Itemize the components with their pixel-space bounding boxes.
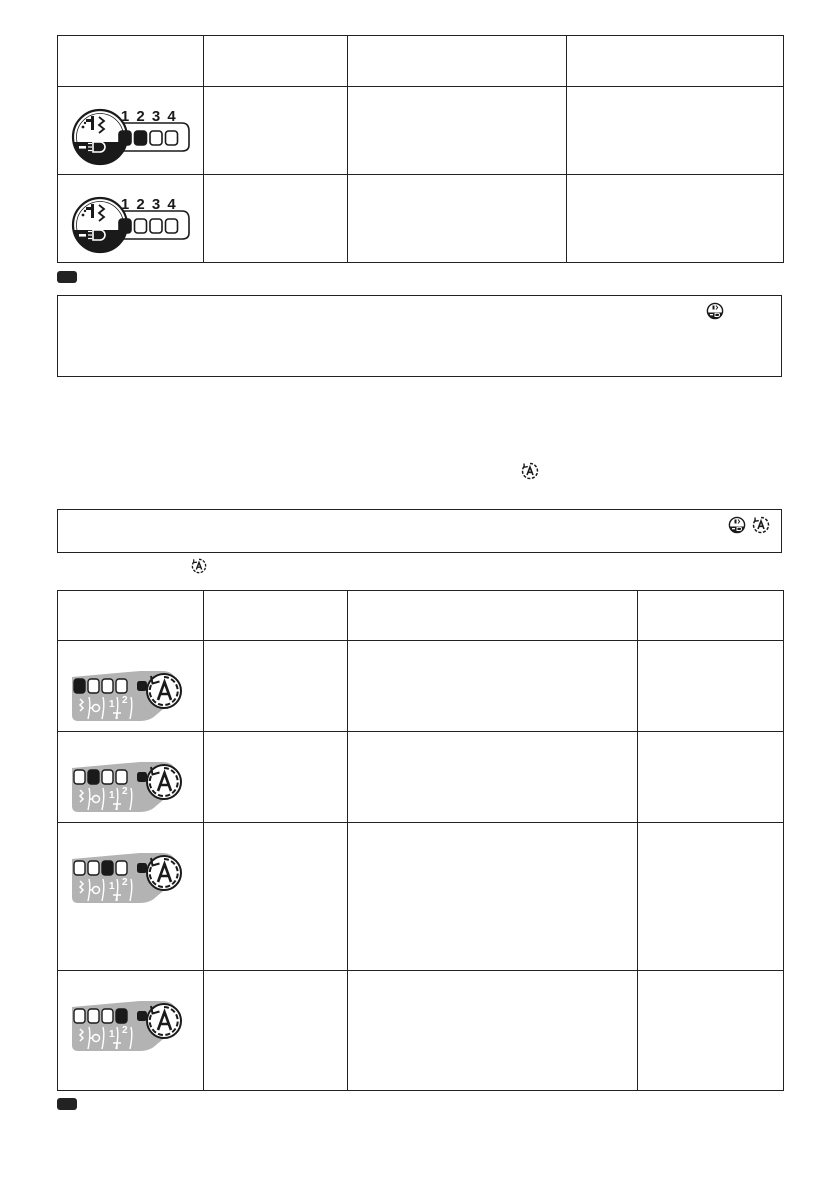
table-cell (348, 175, 567, 263)
lamp-number: 2 (136, 196, 145, 213)
lamp-on (119, 131, 131, 145)
status-lamp (137, 1011, 147, 1021)
lamp-on (88, 770, 99, 784)
table-cell (638, 823, 784, 971)
indicator-cell (58, 87, 204, 175)
table-cell (638, 641, 784, 732)
table-cell (204, 971, 348, 1091)
lamp-off (74, 1009, 85, 1023)
status-lamp (137, 681, 147, 691)
note-box (57, 295, 782, 377)
lamp-off (166, 219, 178, 233)
table-cell (204, 87, 348, 175)
lamp-number: 1 (120, 196, 130, 213)
lamp-off (135, 219, 147, 233)
table-cell (348, 971, 638, 1091)
status-lamp (137, 772, 147, 782)
lamp-number: 3 (151, 196, 161, 213)
lamp-on (135, 131, 147, 145)
lamp-on (74, 679, 85, 693)
header-cell (567, 36, 784, 87)
table-cell (638, 732, 784, 823)
lamp-off (102, 679, 113, 693)
table-row (58, 641, 784, 732)
table-cell (638, 971, 784, 1091)
lamp-off (150, 131, 162, 145)
table-row (58, 175, 784, 263)
lamp-off (74, 861, 85, 875)
mode-digit: 1 (109, 881, 115, 892)
assist-mode-icon (191, 558, 207, 574)
lamp-off (88, 861, 99, 875)
table-cell (204, 732, 348, 823)
mode-digit: 2 (122, 1025, 128, 1036)
table-cell (204, 175, 348, 263)
table-cell (348, 87, 567, 175)
indicator-cell (58, 641, 204, 732)
table-cell (567, 87, 784, 175)
lamp-speed-indicator-icon (58, 87, 204, 174)
table-header-row (58, 36, 784, 87)
wrench-icon (91, 116, 94, 130)
table-row (58, 971, 784, 1091)
lamp-on (119, 219, 131, 233)
header-cell (58, 36, 204, 87)
table-cell (348, 823, 638, 971)
table-cell (204, 641, 348, 732)
lamp-off (102, 770, 113, 784)
mode-digit: 2 (122, 877, 128, 888)
table-row (58, 87, 784, 175)
light-icon (79, 234, 86, 237)
lamp-off (150, 219, 162, 233)
assist-mode-indicator-icon (58, 971, 204, 1061)
lamp-off (102, 1009, 113, 1023)
lamp-indicator-table (57, 35, 784, 263)
lamp-off (166, 131, 178, 145)
lamp-number: 2 (136, 108, 145, 125)
lamp-speed-indicator-icon (58, 175, 204, 262)
lamp-off (88, 1009, 99, 1023)
light-icon (79, 146, 86, 149)
indicator-cell (58, 175, 204, 263)
lamp-number: 4 (167, 196, 176, 213)
header-cell (348, 36, 567, 87)
lamp-number: 3 (151, 108, 161, 125)
mode-digit: 2 (122, 786, 128, 797)
lamp-off (116, 679, 127, 693)
header-cell (58, 591, 204, 641)
assist-mode-icon (752, 516, 770, 534)
indicator-cell (58, 732, 204, 823)
lamp-mode-icon (706, 302, 724, 320)
table-cell (348, 732, 638, 823)
table-cell (204, 823, 348, 971)
table-row (58, 732, 784, 823)
table-cell (348, 641, 638, 732)
assist-mode-indicator-icon (58, 641, 204, 731)
lamp-mode-icon (728, 516, 746, 534)
lamp-on (102, 861, 113, 875)
table-row (58, 823, 784, 971)
table-cell (567, 175, 784, 263)
table-header-row (58, 591, 784, 641)
assist-mode-table (57, 590, 784, 1091)
lamp-off (88, 679, 99, 693)
mode-digit: 1 (109, 790, 115, 801)
mode-digit: 2 (122, 695, 128, 706)
lamp-off (116, 770, 127, 784)
lamp-on (116, 1009, 127, 1023)
lamp-number: 1 (120, 108, 130, 125)
language-tab-badge (57, 271, 77, 283)
header-cell (204, 36, 348, 87)
lamp-off (116, 861, 127, 875)
indicator-cell (58, 823, 204, 971)
wrench-icon (91, 204, 94, 218)
header-cell (204, 591, 348, 641)
status-lamp (137, 863, 147, 873)
assist-mode-indicator-icon (58, 823, 204, 913)
header-cell (348, 591, 638, 641)
indicator-cell (58, 971, 204, 1091)
mode-digit: 1 (109, 1029, 115, 1040)
note-box (57, 509, 782, 553)
header-cell (638, 591, 784, 641)
language-tab-badge (57, 1098, 77, 1110)
lamp-number: 4 (167, 108, 176, 125)
assist-mode-indicator-icon (58, 732, 204, 822)
mode-digit: 1 (109, 699, 115, 710)
assist-mode-icon (521, 462, 539, 480)
lamp-off (74, 770, 85, 784)
